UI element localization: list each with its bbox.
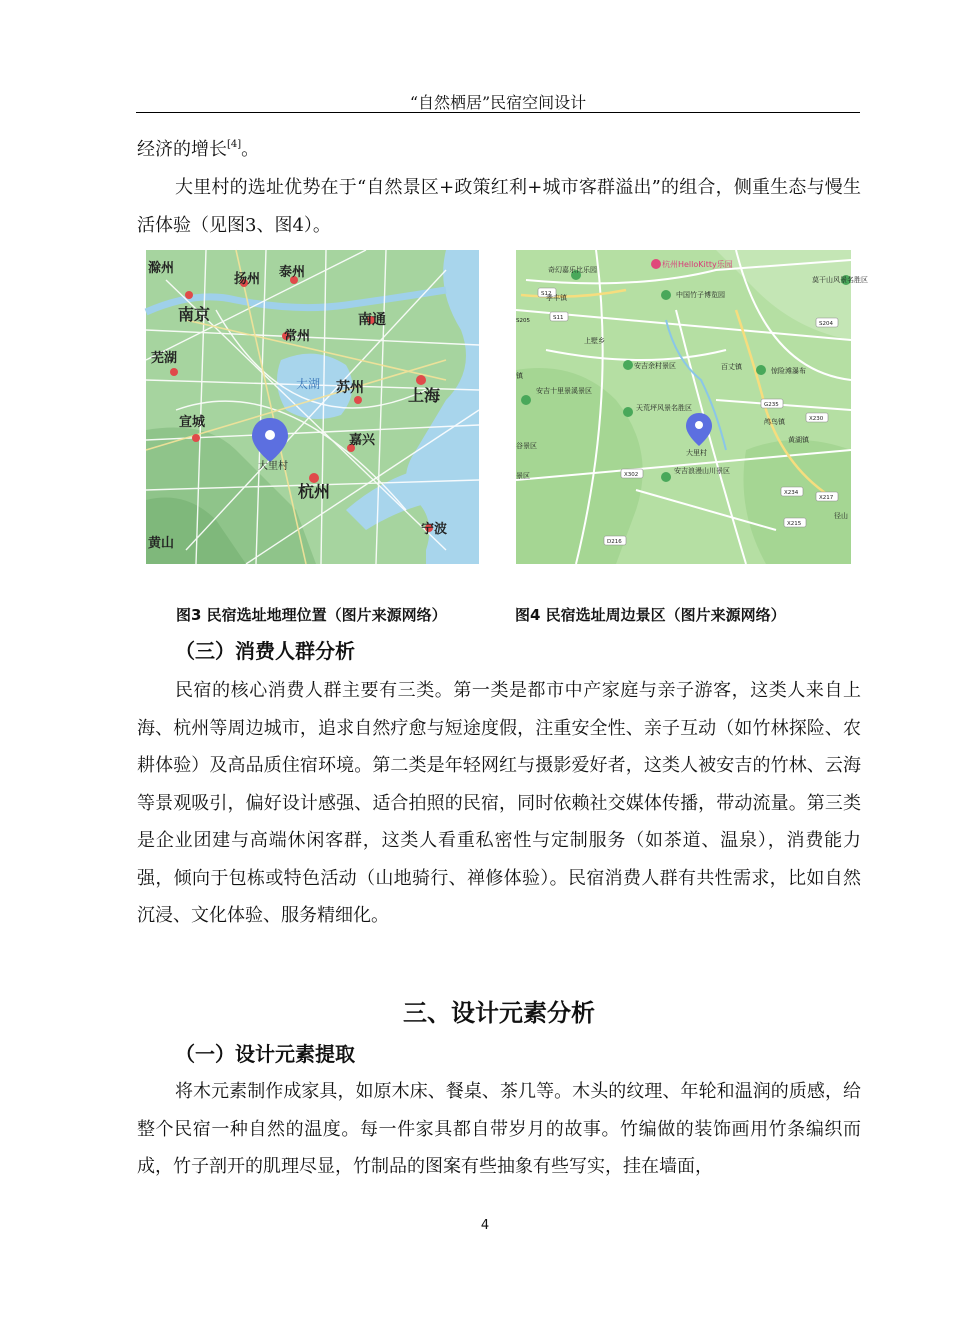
subheading-element-extraction: （一）设计元素提取 [175,1042,355,1066]
map-label-nanjing: 南京 [178,305,211,324]
map-label-bamboo-museum: 中国竹子博览园 [676,291,725,299]
running-header-title: “自然栖居”民宿空间设计 [409,93,587,112]
map-label-langman: 安吉浪漫山川景区 [674,467,730,475]
map-label-xiaofeng: 孝丰镇 [546,294,567,302]
road-label-s204: S204 [819,321,833,327]
map-label-tianhuangping: 天荒坪风景名胜区 [636,404,692,412]
road-label-s11: S11 [553,315,564,321]
page-number: 4 [480,1218,490,1233]
map-label-nantong: 南通 [358,312,386,328]
paragraph-continuation-end: 。 [241,139,260,160]
map-label-hellokitty: 杭州HelloKitty乐园 [662,260,733,269]
figure4-scenic-map [516,250,868,564]
map-label-shanghai: 上海 [408,386,441,405]
road-label-s12: S12 [541,291,552,297]
road-label-x230: X230 [809,416,824,422]
header-rule [136,112,860,113]
map-label-jiaxing: 嘉兴 [349,433,376,448]
map-label-jingshan: 径山 [834,512,848,520]
paragraph-continuation-text: 经济的增长 [137,139,227,160]
map-label-huanghu: 黄湖镇 [788,436,809,444]
map-label-shangshu: 上墅乡 [584,337,605,345]
section-heading-design-elements: 三、设计元素分析 [403,999,595,1027]
map-label-zhen-left: 镇 [516,372,523,380]
road-label-x234: X234 [784,490,799,496]
paragraph-wood-elements: 将木元素制作成家具，如原木床、餐桌、茶几等。木头的纹理、年轮和温润的质感，给整个民宿一种自然的温度。每一件家具都自带岁月的故事。竹编做的装饰画用竹条编织而成，竹子剖开的肌理尽显，竹制品的图案有些抽象有些写实，挂在墙面， [137,1081,861,1177]
map-label-baizhang: 百丈镇 [721,363,742,371]
road-label-g235: G235 [764,402,779,408]
map-label-yucun: 安吉余村景区 [634,362,676,370]
road-label-x217: X217 [819,495,834,501]
map-label-ningbo: 宁波 [421,522,448,537]
map-label-suzhou: 苏州 [336,380,364,396]
map-label-dali: 大里村 [686,449,707,457]
map-label-changzhou: 常州 [284,329,311,344]
figure3-regional-map [146,250,479,564]
map-label-yangzhou: 扬州 [234,272,261,287]
map-label-qihuan: 奇幻嘉乐比乐园 [548,266,597,274]
figure4-map-svg [516,250,868,564]
map-label-gu-area: 谷景区 [516,442,537,450]
figure4-caption: 图4 民宿选址周边景区（图片来源网络） [515,606,786,624]
map-label-hangzhou: 杭州 [298,482,331,501]
map-label-shili: 安吉十里景溪景区 [536,387,592,395]
citation-ref: [4] [227,139,242,150]
map-label-taizhou: 泰州 [279,265,306,280]
road-label-x215: X215 [787,521,802,527]
paragraph-consumer-groups: 民宿的核心消费人群主要有三类。第一类是都市中产家庭与亲子游客，这类人来自上海、杭州等周边城市，追求自然疗愈与短途度假，注重安全性、亲子互动（如竹林探险、农耕体验）及高品质住宿环境。第二类是年轻网红与摄影爱好者，这类人被安吉的竹林、云海等景观吸引，偏好设计感强、适合拍照的民宿，同时依赖社交媒体传播，带动流量。第三类是企业团建与高端休闲客群，这类人看重私密性与定制服务（如茶道、温泉），消费能力强，倾向于包栋或特色活动（山地骑行、禅修体验）。民宿消费人群有共性需求，比如自然沉浸、文化体验、服务精细化。 [137,680,861,926]
map-label-taihu: 太湖 [296,377,321,391]
map-label-dali: 大里村 [258,461,288,472]
map-label-chuzhou: 滁州 [148,261,175,276]
road-label-s205: S205 [516,318,530,324]
map-label-luniao: 鸬鸟镇 [764,418,785,426]
subheading-consumer-analysis: （三）消费人群分析 [175,639,355,663]
figure3-map-svg [146,250,479,564]
road-label-x302: X302 [624,472,639,478]
map-label-moganshan: 莫干山风景名胜区 [812,276,868,284]
road-label-d216: D216 [607,539,622,545]
paragraph-site-advantage: 大里村的选址优势在于“自然景区+政策红利+城市客群溢出”的组合，侧重生态与慢生活体验（见图3、图4）。 [137,177,861,236]
map-label-xuancheng: 宣城 [179,415,206,430]
map-label-jingxian: 惊险滩瀑布 [771,367,806,375]
map-label-qu-area: 景区 [516,472,530,480]
map-label-wuhu: 芜湖 [151,351,178,366]
figure3-caption: 图3 民宿选址地理位置（图片来源网络） [176,606,447,624]
paragraph-continuation [137,131,861,169]
map-label-huangshan: 黄山 [148,536,175,551]
